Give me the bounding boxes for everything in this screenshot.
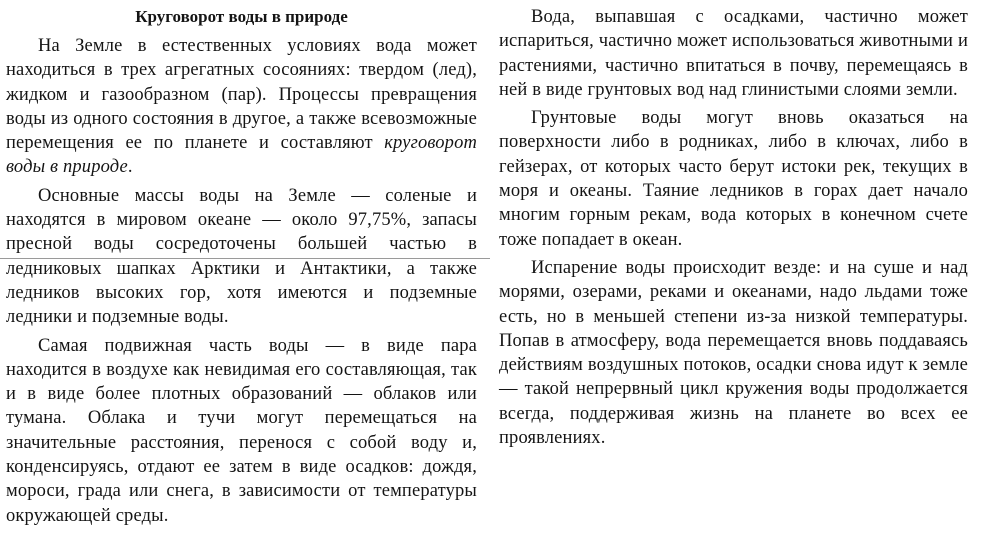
emphasized-term: круговорот воды в природе	[6, 133, 477, 178]
paragraph-water-vapor: Самая подвижная часть воды — в виде пара находится в воздухе как невидимая его составляющая, так и в виде более плотных образований — облаков или тумана. Облака и тучи могут перемещаться на значительные расстояния, перенося с собой воду и, конденсируясь, отдают ее затем в виде осадков: дождя, мороси, града или снега, в зависимости от температуры окружающей среды.	[6, 335, 477, 526]
left-column	[6, 0, 477, 532]
scan-fold-line	[0, 258, 490, 259]
paragraph-text-end: .	[127, 157, 133, 178]
paragraph-evaporation: Испарение воды происходит везде: и на суше и над морями, озерами, реками и океанами, надо льдами тоже есть, но в меньшей степени из-за низкой температуры. Попав в атмосферу, вода перемещается вновь поддаваясь действиям воздушных потоков, осадки снова идут к земле — такой непрервный цикл кружения воды продолжается всегда, поддерживая жизнь на планете во всех ее проявлениях.	[499, 257, 968, 449]
paragraph-states-of-water	[6, 34, 477, 180]
paragraph-water-masses: Основные массы воды на Земле — соленые и находятся в мировом океане — около 97,75%, запасы пресной воды сосредоточены большей частью в ледниковых шапках Арктики и Антактики, а также ледников высоких гор, хотя имеются и подземные ледники и подземные воды.	[6, 185, 477, 328]
paragraph-text: На Земле в естественных условиях вода может находиться в трех агрегатных сосояниях: твердом (лед), жидком и газообразном (пар). Процессы превращения воды из одного состояния в другое, а также всевозможные перемещения ее по планете и составляют	[6, 36, 477, 154]
paragraph-groundwater: Грунтовые воды могут вновь оказаться на поверхности либо в родниках, либо в ключах, либо в гейзерах, от которых часто берут истоки рек, текущих в моря и океаны. Таяние ледников в горах дает начало многим горным рекам, вода которых в конечном счете тоже попадает в океан.	[499, 108, 968, 250]
right-column	[499, 0, 968, 454]
document-title: Круговорот воды в природе	[135, 7, 348, 26]
paragraph-precipitation: Вода, выпавшая с осадками, частично может испариться, частично может использоваться животными и растениями, частично впитаться в почву, перемещаясь в ней в виде грунтовых вод над глинистыми слоями земли.	[499, 7, 968, 100]
